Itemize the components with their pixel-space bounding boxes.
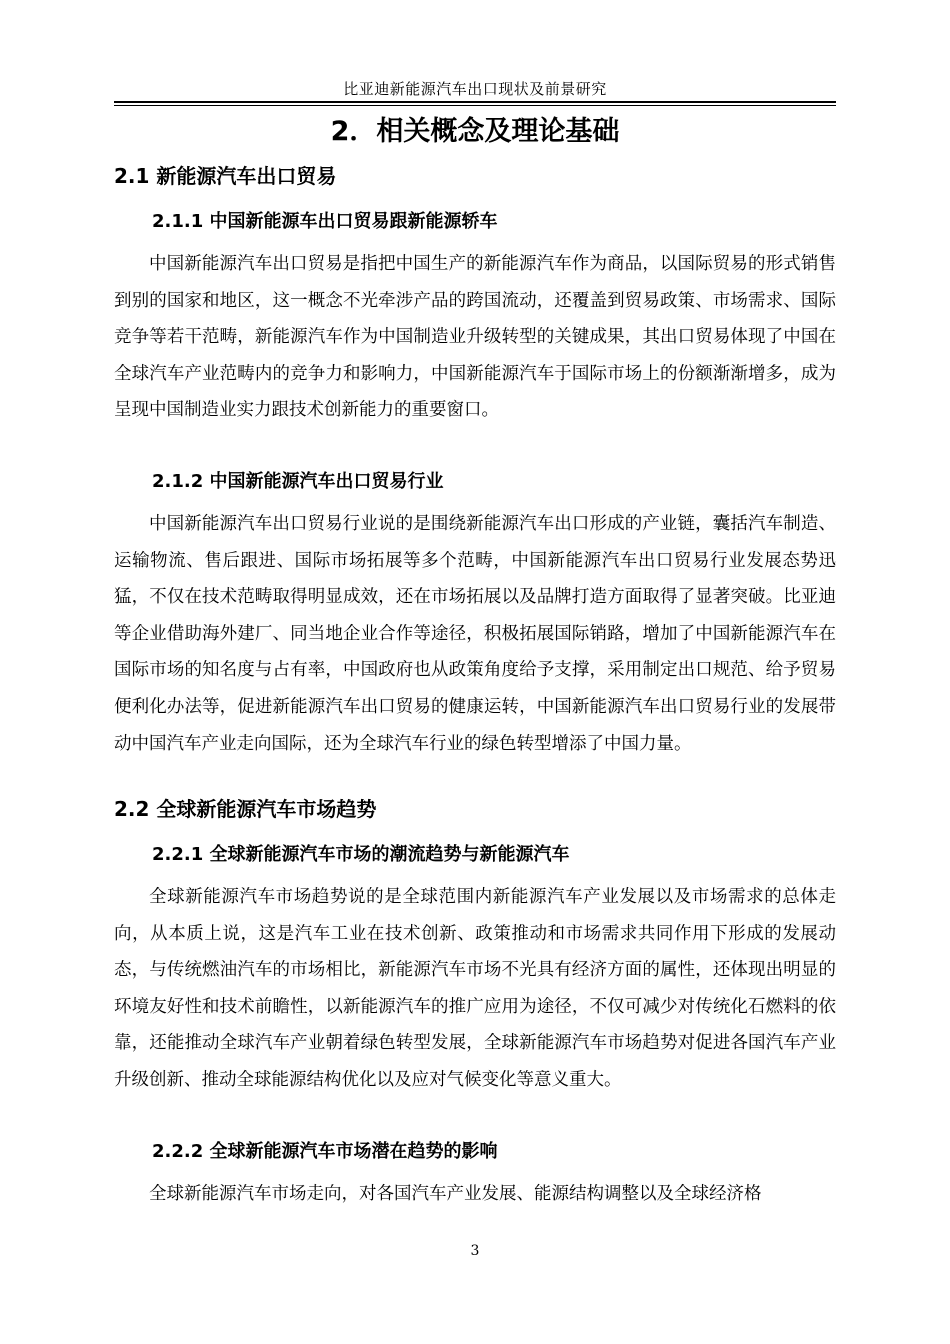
header-rule-thin bbox=[114, 105, 836, 106]
page-number: 3 bbox=[470, 1243, 480, 1259]
paragraph-2-2-2: 全球新能源汽车市场走向，对各国汽车产业发展、能源结构调整以及全球经济格 bbox=[149, 1184, 762, 1204]
chapter-title: 2．相关概念及理论基础 bbox=[330, 116, 620, 147]
section-heading-2-2: 2.2 全球新能源汽车市场趋势 bbox=[114, 797, 377, 821]
paragraph-2-1-2: 中国新能源汽车出口贸易行业说的是围绕新能源汽车出口形成的产业链，囊括汽车制造、运输物流、售后跟进、国际市场拓展等多个范畴，中国新能源汽车出口贸易行业发展态势迅猛，不仅在技术范畴取得明显成效，还在市场拓展以及品牌打造方面取得了显著突破。比亚迪等企业借助海外建厂、同当地企业合作等途径，积极拓展国际销路，增加了中国新能源汽车在国际市场的知名度与占有率，中国政府也从政策角度给予支撑，采用制定出口规范、给予贸易便利化办法等，促进新能源汽车出口贸易的健康运转，中国新能源汽车出口贸易行业的发展带动中国汽车产业走向国际，还为全球汽车行业的绿色转型增添了中国力量。 bbox=[114, 514, 836, 754]
subsection-heading-2-1-2: 2.1.2 中国新能源汽车出口贸易行业 bbox=[152, 471, 444, 492]
section-heading-2-1: 2.1 新能源汽车出口贸易 bbox=[114, 164, 337, 188]
paragraph-2-2-1: 全球新能源汽车市场趋势说的是全球范围内新能源汽车产业发展以及市场需求的总体走向，从本质上说，这是汽车工业在技术创新、政策推动和市场需求共同作用下形成的发展动态，与传统燃油汽车的市场相比，新能源汽车市场不光具有经济方面的属性，还体现出明显的环境友好性和技术前瞻性，以新能源汽车的推广应用为途径，不仅可减少对传统化石燃料的依靠，还能推动全球汽车产业朝着绿色转型发展，全球新能源汽车市场趋势对促进各国汽车产业升级创新、推动全球能源结构优化以及应对气候变化等意义重大。 bbox=[114, 887, 836, 1090]
subsection-heading-2-1-1: 2.1.1 中国新能源车出口贸易跟新能源轿车 bbox=[152, 211, 498, 232]
header-rule-thick bbox=[114, 101, 836, 103]
subsection-heading-2-2-2: 2.2.2 全球新能源汽车市场潜在趋势的影响 bbox=[152, 1141, 498, 1162]
subsection-heading-2-2-1: 2.2.1 全球新能源汽车市场的潮流趋势与新能源汽车 bbox=[152, 844, 570, 865]
running-header: 比亚迪新能源汽车出口现状及前景研究 bbox=[343, 80, 607, 98]
paragraph-2-1-1: 中国新能源汽车出口贸易是指把中国生产的新能源汽车作为商品，以国际贸易的形式销售到别的国家和地区，这一概念不光牵涉产品的跨国流动，还覆盖到贸易政策、市场需求、国际竞争等若干范畴，新能源汽车作为中国制造业升级转型的关键成果，其出口贸易体现了中国在全球汽车产业范畴内的竞争力和影响力，中国新能源汽车于国际市场上的份额渐渐增多，成为呈现中国制造业实力跟技术创新能力的重要窗口。 bbox=[114, 254, 836, 421]
